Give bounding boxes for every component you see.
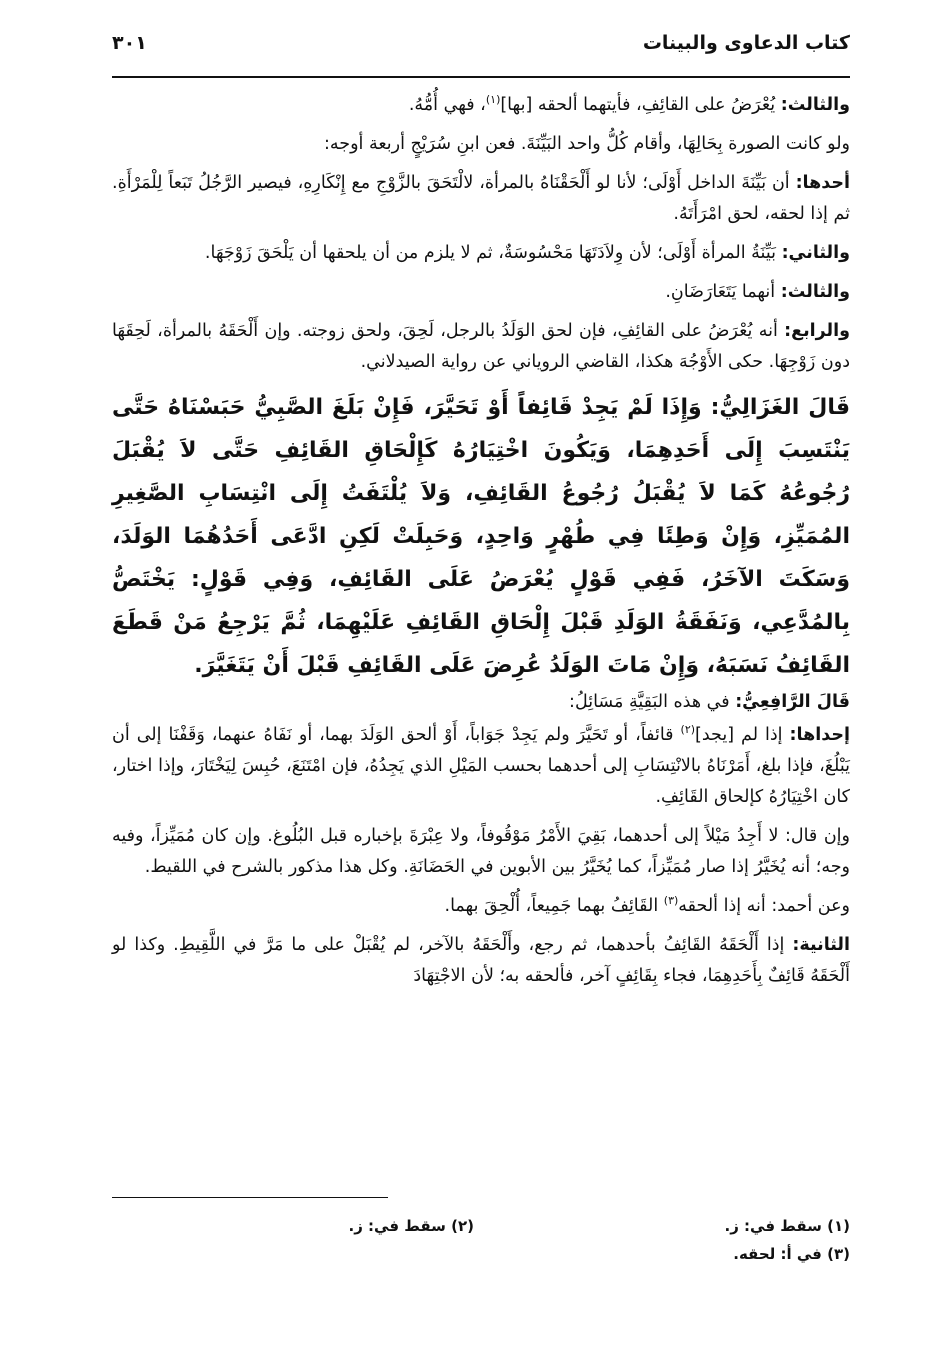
paragraph-thaniya xyxy=(112,930,850,992)
footnote-text: سقط في: ز. xyxy=(724,1217,822,1235)
paragraph-text: بَيِّنَةُ المرأة أَوْلَى؛ لأن وِلاَدَتَهَا مَحْسُوسَةٌ، ثم لا يلزم من أن يلحقها أن يَلْحَقَ زَوْجَهَا. xyxy=(204,243,776,263)
running-head xyxy=(112,32,850,72)
matn-text: وَإِذَا لَمْ يَجِدْ قَائِفاً أَوْ تَحَيَّرَ، فَإِنْ بَلَغَ الصَّبِيُّ حَبَسْنَاهُ حَتَّى يَنْتَسِبَ إِلَى أَحَدِهِمَا، وَيَكُونَ اخْتِيَارُهُ كَإِلْحَاقِ القَائِفِ حَتَّى لاَ يُقْبَلَ رُجُوعُهُ كَمَا لاَ يُقْبَلُ رُجُوعُ القَائِفِ، وَلاَ يُلْتَفَتُ إِلَى انْتِسَابِ الصَّغِيرِ المُمَيِّزِ، وَإِنْ وَطِئَا فِي طُهْرٍ وَاحِدٍ، وَحَبِلَتْ لَكِنِ ادَّعَى أَحَدُهُمَا الوَلَدَ، وَسَكَتَ الآخَرُ، فَفِي قَوْلٍ يُعْرَضُ عَلَى القَائِفِ، وَفِي قَوْلٍ: يَخْتَصُّ بِالمُدَّعِي، وَنَفَقَةُ الوَلَدِ قَبْلَ إِلْحَاقِ القَائِفِ عَلَيْهِمَا، ثُمَّ يَرْجِعُ مَنْ قَطَعَ القَائِفُ نَسَبَهُ، وَإِنْ مَاتَ الوَلَدُ عُرِضَ عَلَى القَائِفِ قَبْلَ أَنْ يَتَغَيَّرَ. xyxy=(112,395,850,678)
paragraph-label: الثانية: xyxy=(792,935,850,955)
running-title: كتاب الدعاوى والبينات xyxy=(642,32,850,54)
footnote-row xyxy=(112,1240,850,1268)
footnote-number: (٢) xyxy=(451,1217,474,1235)
paragraph-label: أحدها: xyxy=(795,173,850,193)
paragraph-text: إذا أَلْحَقَهُ القَائِفُ بأحدهما، ثم رجع، وأَلْحَقَهُ بالآخر، لم يُقْبَلْ على ما مَرَّ في اللَّقِيطِ. وكذا لو أَلْحَقَهُ قَائِفٌ بِأَحَدِهِمَا، فجاء بِقَائِفٍ آخر، فألحقه به؛ لأن الاجْتِهَادَ xyxy=(112,935,850,986)
paragraph-label: والرابع: xyxy=(784,321,850,341)
footnote-number: (٣) xyxy=(827,1245,850,1263)
sharh-label: قَالَ الرَّافِعِيُّ: xyxy=(735,692,850,712)
page-number: ٣٠١ xyxy=(112,32,147,54)
paragraph-label: والثالث: xyxy=(780,95,850,115)
paragraph-thani xyxy=(112,238,850,269)
paragraph-ihdaha xyxy=(112,720,850,813)
main-text xyxy=(112,90,850,1000)
paragraph-rabi xyxy=(112,316,850,378)
footnotes xyxy=(112,1212,850,1268)
matn-label: قَالَ الغَزَالِيُّ: xyxy=(710,395,850,420)
paragraph-text: إذا لم [يجد] xyxy=(695,725,783,745)
header-rule xyxy=(112,76,850,78)
paragraph-text-tail: القَائِفُ بهما جَمِيعاً، أُلْحِقَ بهما. xyxy=(444,896,659,916)
footnote-text: في أ: لحقه. xyxy=(733,1245,822,1263)
paragraph-text-tail: ، فهي أُمُّهُ. xyxy=(408,95,486,115)
footnote-separator xyxy=(112,1197,388,1198)
footnote-number: (١) xyxy=(827,1217,850,1235)
footnote-row xyxy=(112,1212,850,1240)
paragraph-ibn-surayj xyxy=(112,129,850,160)
paragraph-text: وإن قال: لا أَجِدُ مَيْلاً إلى أحدهما، بَقِيَ الأَمْرُ مَوْقُوفاً، ولا عِبْرَةَ بإخباره قبل البُلُوغ. وإن كان مُمَيِّزاً، وفيه وجه؛ أنه يُخَيَّرُ إذا صار مُمَيِّزاً، كما يُخَيَّرُ بين الأبوين في الحَضَانَةِ. وكل هذا مذكور بالشرح في اللقيط. xyxy=(112,826,850,877)
footnote-marker: (١) xyxy=(485,93,501,107)
paragraph-text-tail: قائفاً، أو تَحَيَّرَ ولم يَجِدْ جَوَاباً، أَوْ ألحق الوَلَدَ بهما، أو نَفَاهُ عنهما، وَقَفْنَا إلى أن يَبْلُغَ، فإذا بلغ، أَمَرْنَاهُ بالانْتِسَابِ إلى أحدهما بحسب المَيْلِ الذي يَجِدُهُ، فإن امْتَنَعَ، حُبِسَ لِيَخْتَارَ، وإذا اختار، كان اخْتِيَارُهُ كإلحاق القَائِفِ. xyxy=(112,725,850,807)
paragraph-text: وعن أحمد: أنه إذا ألحقه xyxy=(678,896,850,916)
footnote-3 xyxy=(733,1240,850,1268)
sharh-text: في هذه البَقِيَّةِ مَسَائِلُ: xyxy=(569,692,730,712)
paragraph-text: أنه يُعْرَضُ على القائِفِ، فإن لحق الوَلَدُ بالرجل، لَحِقَ، ولحق زوجته. وإن أَلْحَقَهُ بالمرأة، لَحِقَهَا دون زَوْجِهَا. حكى الأَوْجُهَ هكذا، القاضي الروياني عن رواية الصيدلاني. xyxy=(112,321,850,372)
paragraph-thalith-1 xyxy=(112,90,850,121)
paragraph-label: والثاني: xyxy=(781,243,850,263)
paragraph-text: ولو كانت الصورة بِحَالِهَا، وأقام كُلُّ واحد البَيِّنَةَ. فعن ابنِ سُرَيْجٍ أربعة أوجه: xyxy=(323,134,850,154)
paragraph-ahmad xyxy=(112,891,850,922)
paragraph-ahaduha xyxy=(112,168,850,230)
footnote-2 xyxy=(349,1212,475,1240)
footnote-1 xyxy=(725,1212,851,1240)
matn-ghazali xyxy=(112,386,850,687)
paragraph-text: أن بَيِّنَةَ الداخل أَوْلَى؛ لأنا لو أَلْحَقْنَاهُ بالمرأة، لالْتَحَقَ بالزَّوْجِ مع إِنْكَارِهِ، فيصير الرَّجُلُ تَبَعاً لِلْمَرْأَةِ. ثم إذا لحقه، لحق امْرَأَتَهُ. xyxy=(112,173,850,224)
paragraph-thalith-2 xyxy=(112,277,850,308)
paragraph-text: يُعْرَضُ على القائِفِ، فأيتهما ألحقه [بها] xyxy=(500,95,776,115)
paragraph-text: أنهما يَتَعَارَضَانِ. xyxy=(665,282,776,302)
paragraph-wa-in-qala xyxy=(112,821,850,883)
footnote-text: سقط في: ز. xyxy=(348,1217,446,1235)
paragraph-label: إحداها: xyxy=(789,725,850,745)
sharh-rafii-heading xyxy=(112,687,850,718)
paragraph-label: والثالث: xyxy=(780,282,850,302)
footnote-marker: (٢) xyxy=(680,723,696,737)
footnote-marker: (٣) xyxy=(663,894,679,908)
